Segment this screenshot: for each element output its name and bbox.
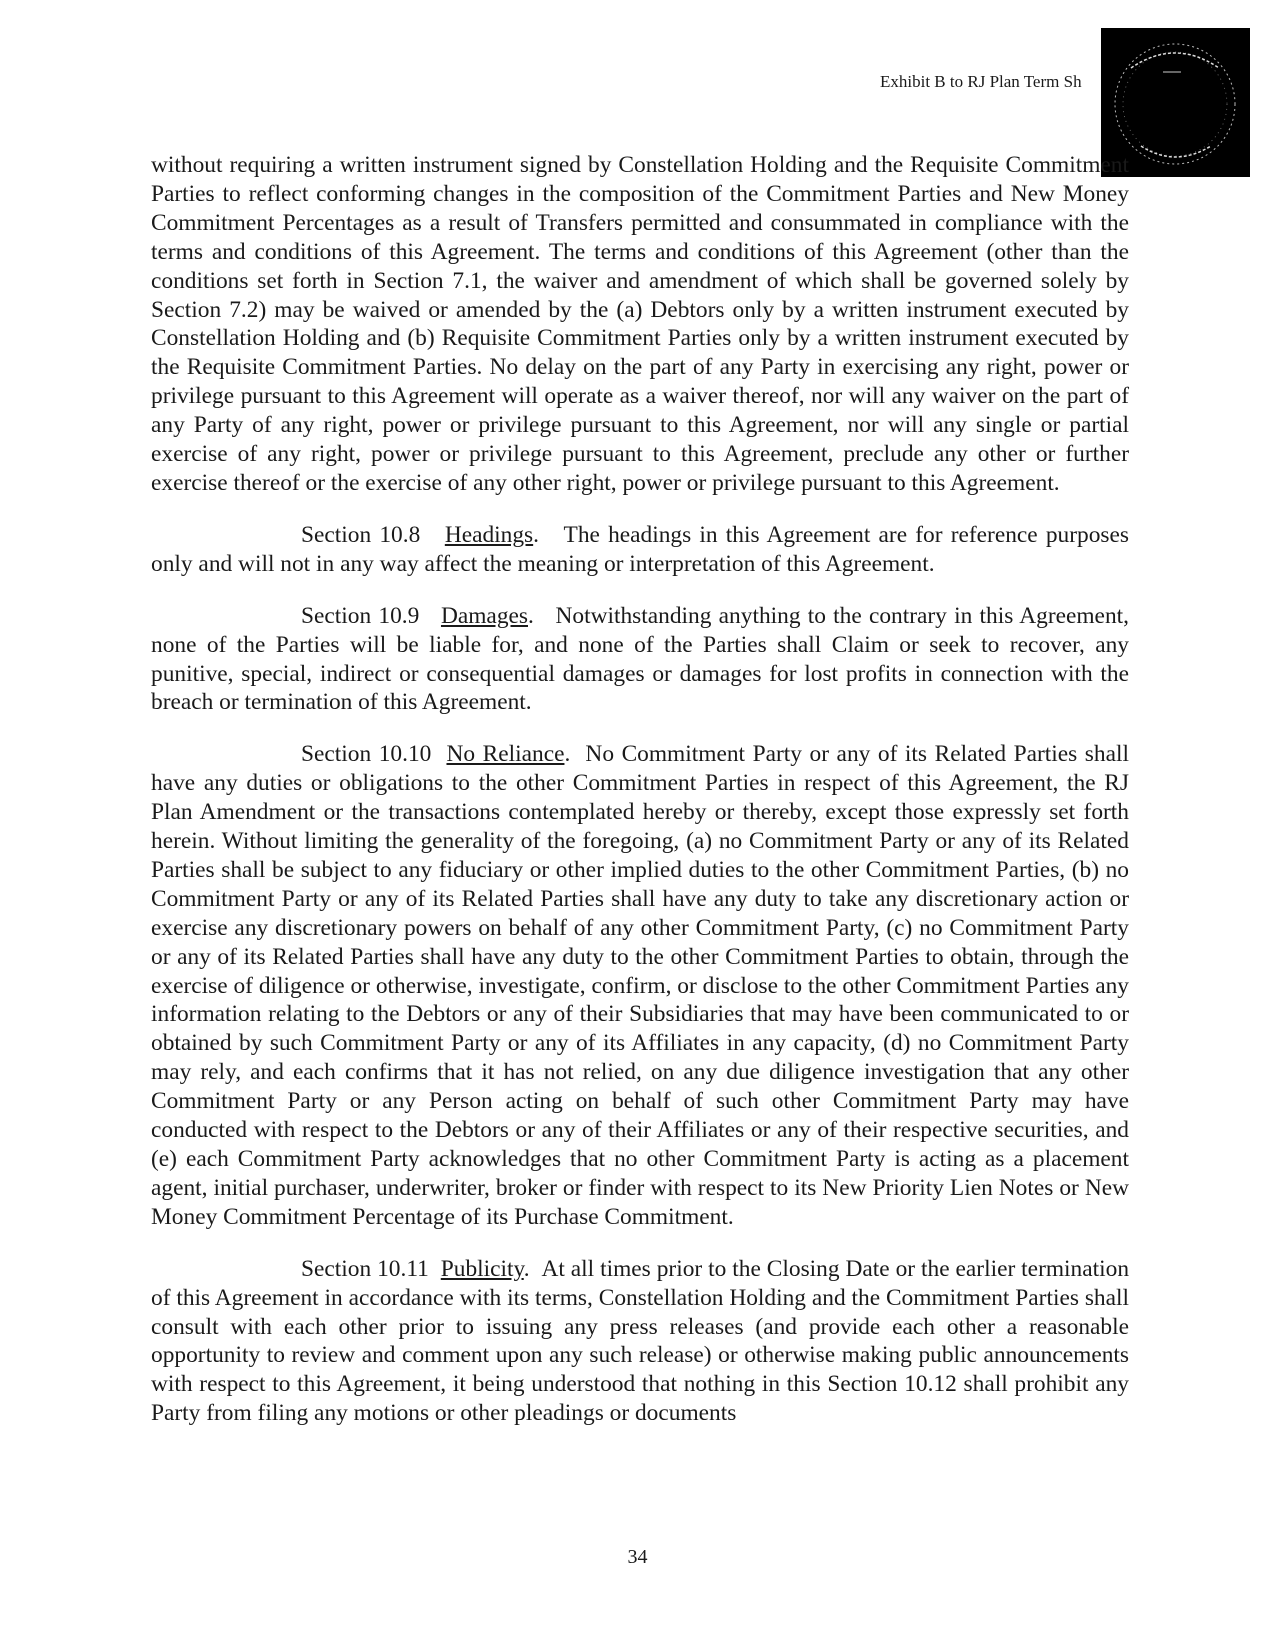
section-number: Section 10.10 [301, 741, 432, 768]
page-number: 34 [627, 1546, 648, 1568]
section-text: No Commitment Party or any of its Related Parties shall have any duties or obligations to the other Commitment Parties in respect of this Agreement, the RJ Plan Amendment or the transactions contemplated hereby or thereby, except those expressly set forth herein. Without limiting the generality of the foregoing, (a) no Commitment Party or any of its Related Parties shall be subject to any fiduciary or other implied duties to the other Commitment Parties, (b) no Commitment Party or any of its Related Parties shall have any duty to take any discretionary action or exercise any discretionary powers on behalf of any other Commitment Party, (c) no Commitment Party or any of its Related Parties shall have any duty to the other Commitment Parties to obtain, through the exercise of diligence or otherwise, investigate, confirm, or disclose to the other Commitment Parties any information relating to the Debtors or any of their Subsidiaries that may have been communicated to or obtained by such Commitment Party or any of its Affiliates in any capacity, (d) no Commitment Party may rely, and each confirms that it has not relied, on any due diligence investigation that any other Commitment Party or any Person acting on behalf of such other Commitment Party may have conducted with respect to the Debtors or any of their Affiliates or any of their respective securities, and (e) each Commitment Party acknowledges that no other Commitment Party is acting as a placement agent, initial purchaser, underwriter, broker or finder with respect to its New Priority Lien Notes or New Money Commitment Percentage of its Purchase Commitment. [151, 741, 1129, 1230]
section-text: At all times prior to the Closing Date or the earlier termination of this Agreement in accordance with its terms, Constellation Holding and the Commitment Parties shall consult with each other prior to issuing any press releases (and provide each other a reasonable opportunity to review and comment upon any such release) or otherwise making public announcements with respect to this Agreement, it being understood that nothing in this Section 10.12 shall prohibit any Party from filing any motions or other pleadings or documents [151, 1255, 1130, 1427]
section-10-8: Section 10.8 Headings. The headings in this Agreement are for reference purposes only and will not in any way affect the meaning or interpretation of this Agreement. [151, 521, 1130, 577]
section-number: Section 10.8 [301, 521, 421, 548]
section-title: Headings [444, 521, 534, 548]
exhibit-header: Exhibit B to RJ Plan Term Sh [880, 72, 1082, 91]
section-title: No Reliance [446, 741, 565, 768]
section-number: Section 10.9 [301, 602, 420, 629]
document-body [151, 151, 1129, 1451]
continuation-paragraph: without requiring a written instrument signed by Constellation Holding and the Requisite Commitment Parties to reflect conforming changes in the composition of the Commitment Parties and New Money Commitment Percentages as a result of Transfers permitted and consummated in compliance with the terms and conditions of this Agreement. The terms and conditions of this Agreement (other than the conditions set forth in Section 7.1, the waiver and amendment of which shall be governed solely by Section 7.2) may be waived or amended by the (a) Debtors only by a written instrument executed by Constellation Holding and (b) Requisite Commitment Parties only by a written instrument executed by the Requisite Commitment Parties. No delay on the part of any Party in exercising any right, power or privilege pursuant to this Agreement will operate as a waiver thereof, nor will any waiver on the part of any Party of any right, power or privilege pursuant to this Agreement, nor will any single or partial exercise of any right, power or privilege pursuant to this Agreement, preclude any other or further exercise thereof or the exercise of any other right, power or privilege pursuant to this Agreement. [151, 152, 1129, 496]
section-title: Damages [440, 602, 528, 629]
section-title: Publicity [440, 1255, 524, 1282]
section-10-10: Section 10.10 No Reliance. No Commitment Party or any of its Related Parties shall have any duties or obligations to the other Commitment Parties in respect of this Agreement, the RJ Plan Amendment or the transactions contemplated hereby or thereby, except those expressly set forth herein. Without limiting the generality of the foregoing, (a) no Commitment Party or any of its Related Parties shall be subject to any fiduciary or other implied duties to the other Commitment Parties, (b) no Commitment Party or any of its Related Parties shall have any duty to take any discretionary action or exercise any discretionary powers on behalf of any other Commitment Party, (c) no Commitment Party or any of its Related Parties shall have any duty to the other Commitment Parties to obtain, through the exercise of diligence or otherwise, investigate, confirm, or disclose to the other Commitment Parties any information relating to the Debtors or any of their Subsidiaries that may have been communicated to or obtained by such Commitment Party or any of its Affiliates in any capacity, (d) no Commitment Party may rely, and each confirms that it has not relied, on any due diligence investigation that any other Commitment Party or any Person acting on behalf of such other Commitment Party may have conducted with respect to the Debtors or any of their Affiliates or any of their respective securities, and (e) each Commitment Party acknowledges that no other Commitment Party is acting as a placement agent, initial purchaser, underwriter, broker or finder with respect to its New Priority Lien Notes or New Money Commitment Percentage of its Purchase Commitment. [151, 741, 1129, 1230]
section-10-11: Section 10.11 Publicity. At all times prior to the Closing Date or the earlier termination of this Agreement in accordance with its terms, Constellation Holding and the Commitment Parties shall consult with each other prior to issuing any press releases (and provide each other a reasonable opportunity to review and comment upon any such release) or otherwise making public announcements with respect to this Agreement, it being understood that nothing in this Section 10.12 shall prohibit any Party from filing any motions or other pleadings or documents [151, 1255, 1130, 1427]
section-text: Notwithstanding anything to the contrary in this Agreement, none of the Parties will be liable for, and none of the Parties shall Claim or seek to recover, any punitive, special, indirect or consequential damages or damages for lost profits in connection with the breach or termination of this Agreement. [151, 602, 1129, 716]
section-text: The headings in this Agreement are for reference purposes only and will not in any way affect the meaning or interpretation of this Agreement. [151, 521, 1130, 577]
section-number: Section 10.11 [301, 1255, 429, 1282]
section-10-9: Section 10.9 Damages. Notwithstanding anything to the contrary in this Agreement, none of the Parties will be liable for, and none of the Parties shall Claim or seek to recover, any punitive, special, indirect or consequential damages or damages for lost profits in connection with the breach or termination of this Agreement. [151, 602, 1129, 716]
